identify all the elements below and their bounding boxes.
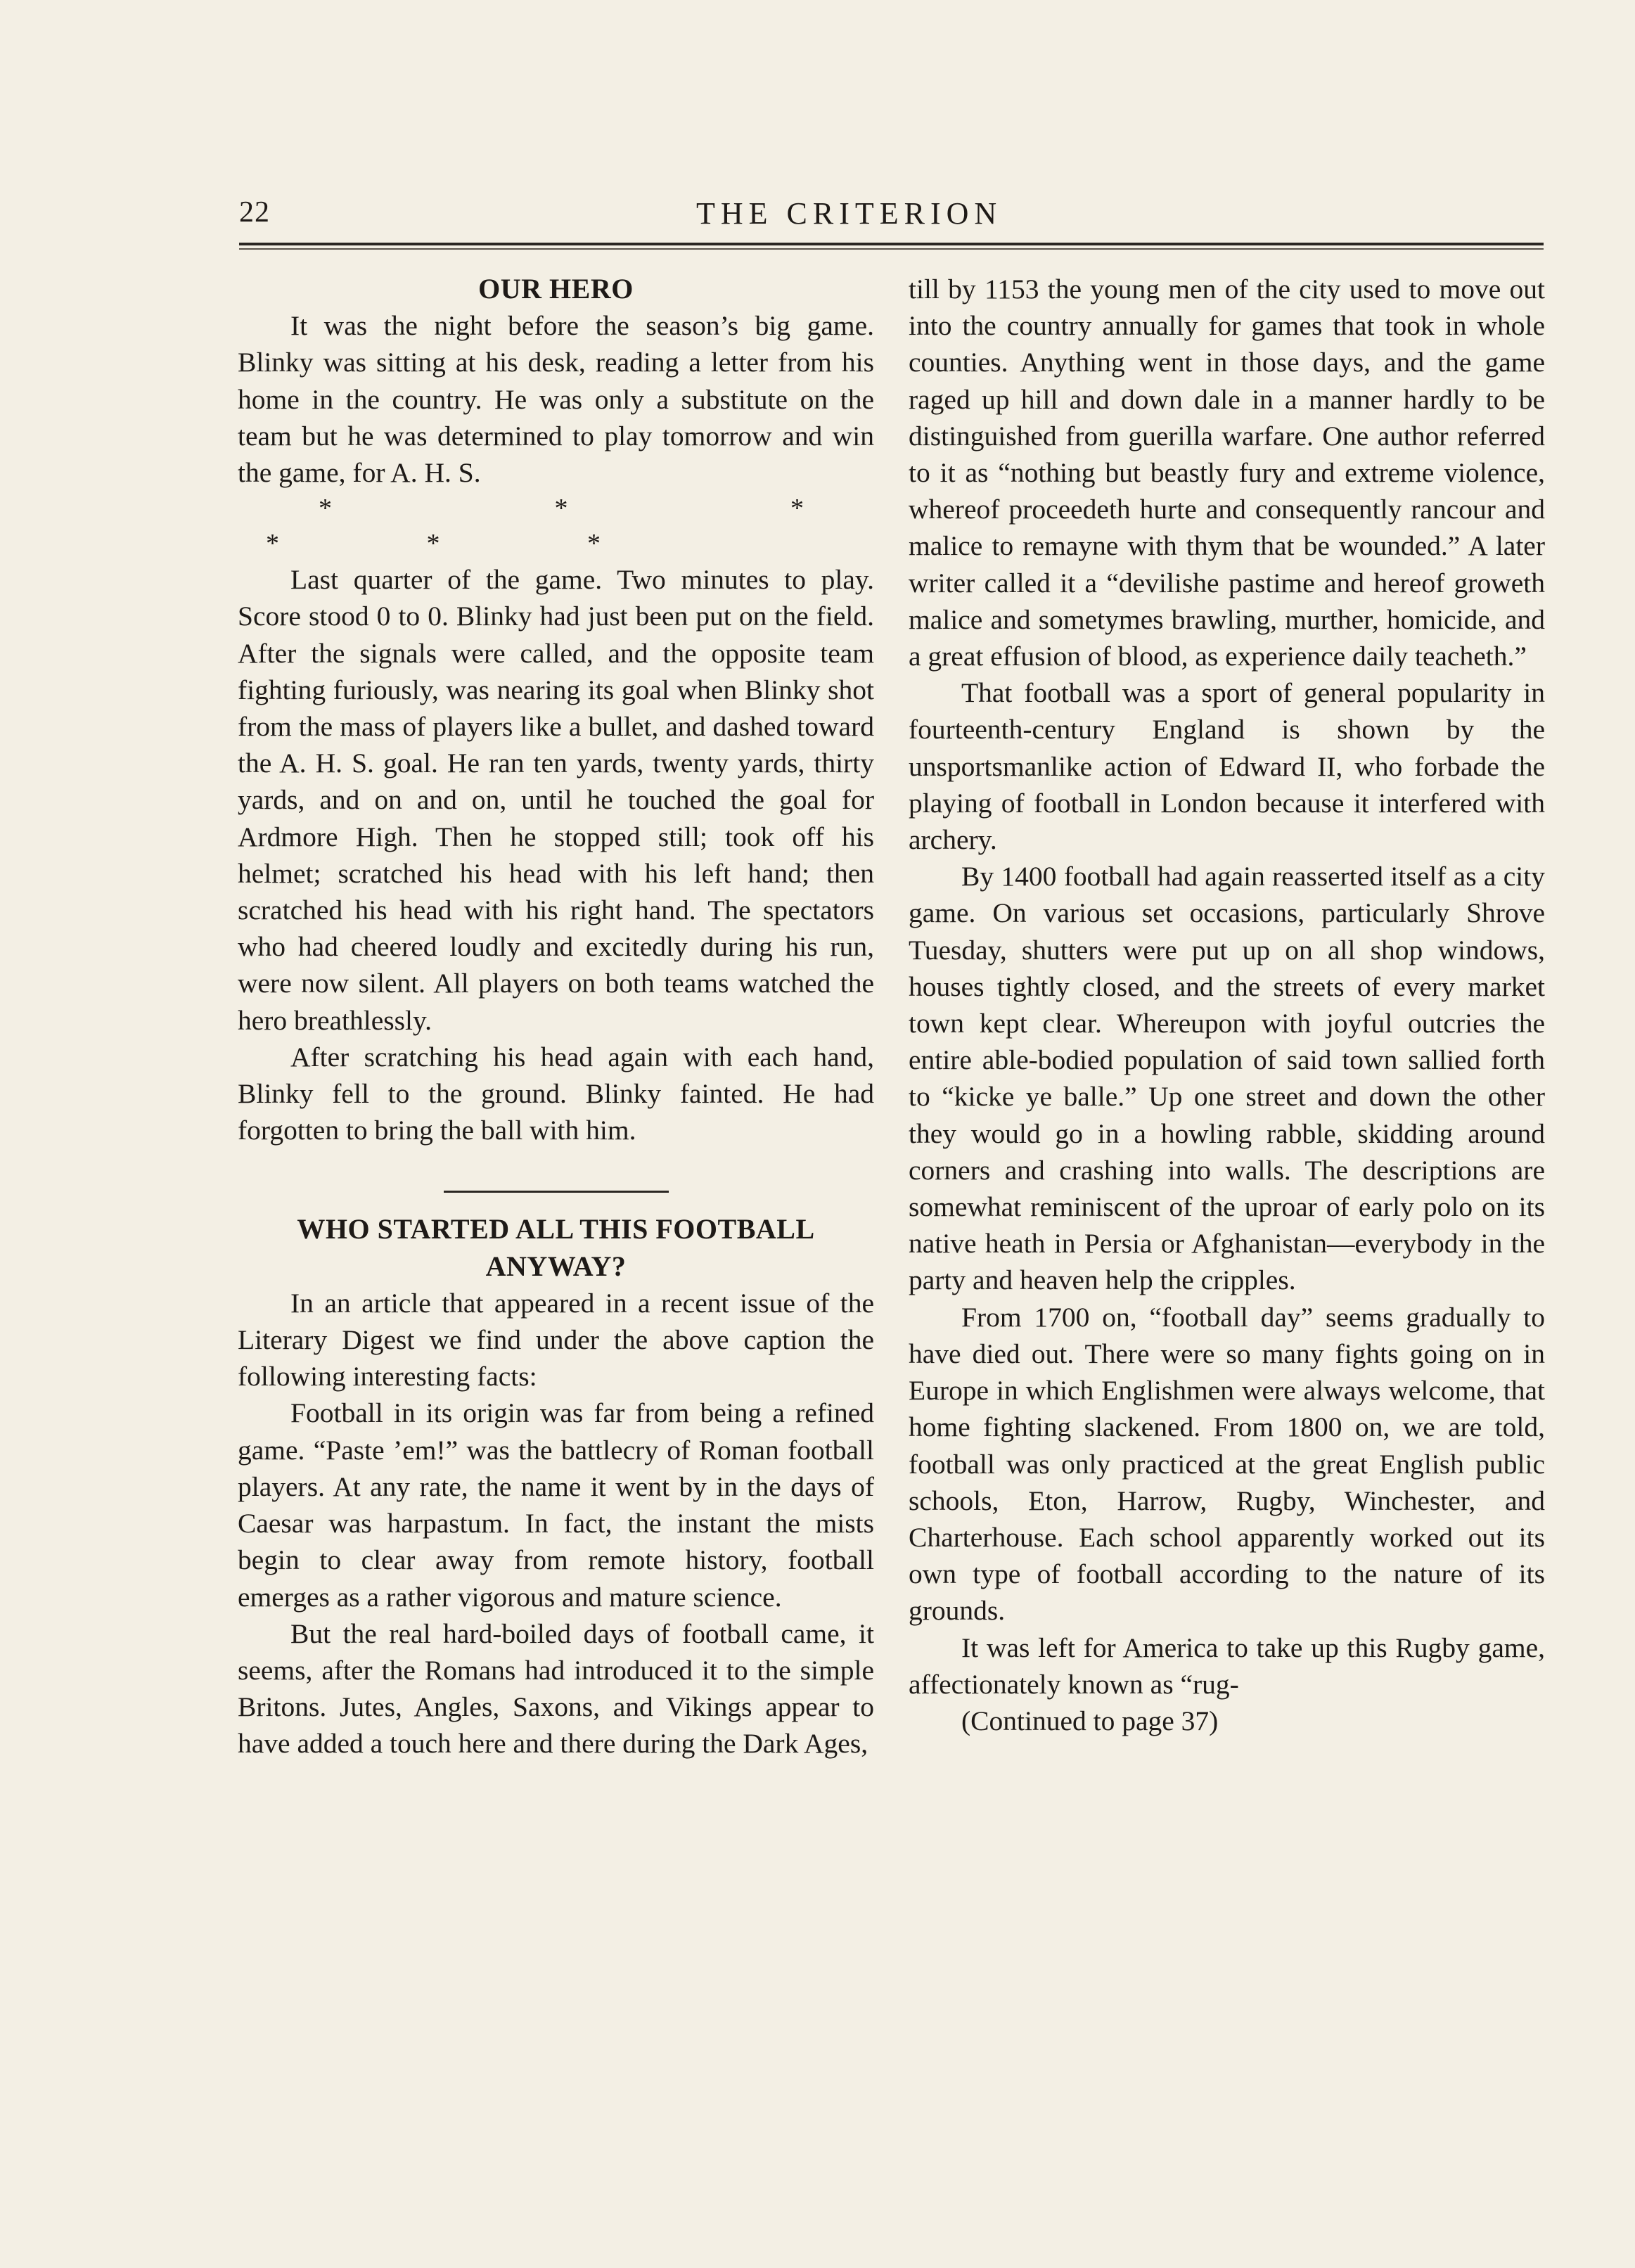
header-rule: [239, 243, 1544, 250]
story-paragraph: It was the night before the season’s big game. Blinky was sitting at his desk, reading a letter from his home in the country. He was only a substitute on the team but he was determined to play tomorrow and win the game, for A. H. S.: [238, 310, 874, 489]
running-head: THE CRITERION: [696, 196, 1003, 231]
article-paragraph: It was left for America to take up this Rugby game, affectionately known as “rug-: [909, 1632, 1545, 1700]
story-paragraph: After scratching his head again with each hand, Blinky fell to the ground. Blinky fainted. He had forgotten to bring the ball with him.: [238, 1041, 874, 1146]
article-paragraph: By 1400 football had again reasserted itself as a city game. On various set occasions, particularly Shrove Tuesday, shutters were put up on all shop windows, houses tightly closed, and the streets of every market town kept clear. Whereupon with joyful outcries the entire able-bodied population of said town sallied forth to “kicke ye balle.” Up one street and down the other they would go in a howling rabble, skidding around corners and crashing into walls. The descriptions are somewhat reminiscent of the uproar of early polo on its native heath in Persia or Afghanistan—everybody in the party and heaven help the cripples.: [909, 861, 1545, 1296]
article-paragraph: In an article that appeared in a recent issue of the Literary Digest we find under the above caption the following interesting facts:: [238, 1287, 874, 1392]
story-title-our-hero: OUR HERO: [478, 273, 634, 305]
spacer: [238, 1148, 874, 1178]
left-column: [238, 271, 874, 1762]
continued-note: (Continued to page 37): [961, 1705, 1219, 1736]
page-number: 22: [239, 196, 270, 229]
article-paragraph: But the real hard-boiled days of football came, it seems, after the Romans had introduced it to the simple Britons. Jutes, Angles, Saxons, and Vikings appear to have added a touch here and there during the Dark Ages,: [238, 1617, 874, 1760]
article-paragraph: That football was a sport of general popularity in fourteenth-century England is shown by the unsportsmanlike action of Edward II, who forbade the playing of football in London because it interfered with archery.: [909, 677, 1545, 856]
article-paragraph-continued: till by 1153 the young men of the city used to move out into the country annually for games that took in whole counties. Anything went in those days, and the game raged up hill and down dale in a manner hardly to be distinguished from guerilla warfare. One author referred to it as “nothing but beastly fury and extreme violence, whereof proceedeth hurte and consequently rancour and malice to remayne with thym that be wounded.” A later writer called it a “devilishe pastime and hereof groweth malice and sometymes brawling, murther, homicide, and a great effusion of blood, as experience daily teacheth.”: [909, 274, 1545, 672]
story-paragraph: Last quarter of the game. Two minutes to play. Score stood 0 to 0. Blinky had just been put on the field. After the signals were called, and the opposite team fighting furiously, was nearing its goal when Blinky shot from the mass of players like a bullet, and dashed toward the A. H. S. goal. He ran ten yards, twenty yards, thirty yards, and on and on, until he touched the goal for Ardmore High. Then he stopped still; took off his helmet; scratched his head with his left hand; then scratched his head with his right hand. The spectators who had cheered loudly and excitedly during his run, were now silent. All players on both teams watched the hero breathlessly.: [238, 564, 874, 1036]
section-stars: * * * * * *: [266, 494, 874, 559]
right-column: [909, 271, 1545, 1739]
article-paragraph: Football in its origin was far from being a refined game. “Paste ’em!” was the battlecry of Roman football players. At any rate, the name it went by in the days of Caesar was harpastum. In fact, the instant the mists begin to clear away from remote history, football emerges as a rather vigorous and mature science.: [238, 1397, 874, 1613]
article-title-football: WHO STARTED ALL THIS FOOTBALL ANYWAY?: [297, 1213, 815, 1282]
section-divider: [444, 1191, 669, 1193]
article-paragraph: From 1700 on, “football day” seems gradually to have died out. There were so many fights going on in Europe in which Englishmen were always welcome, that home fighting slackened. From 1800 on, we are told, football was only practiced at the great English public schools, Eton, Harrow, Rugby, Winchester, and Charterhouse. Each school apparently worked out its own type of football according to the nature of its grounds.: [909, 1301, 1545, 1627]
